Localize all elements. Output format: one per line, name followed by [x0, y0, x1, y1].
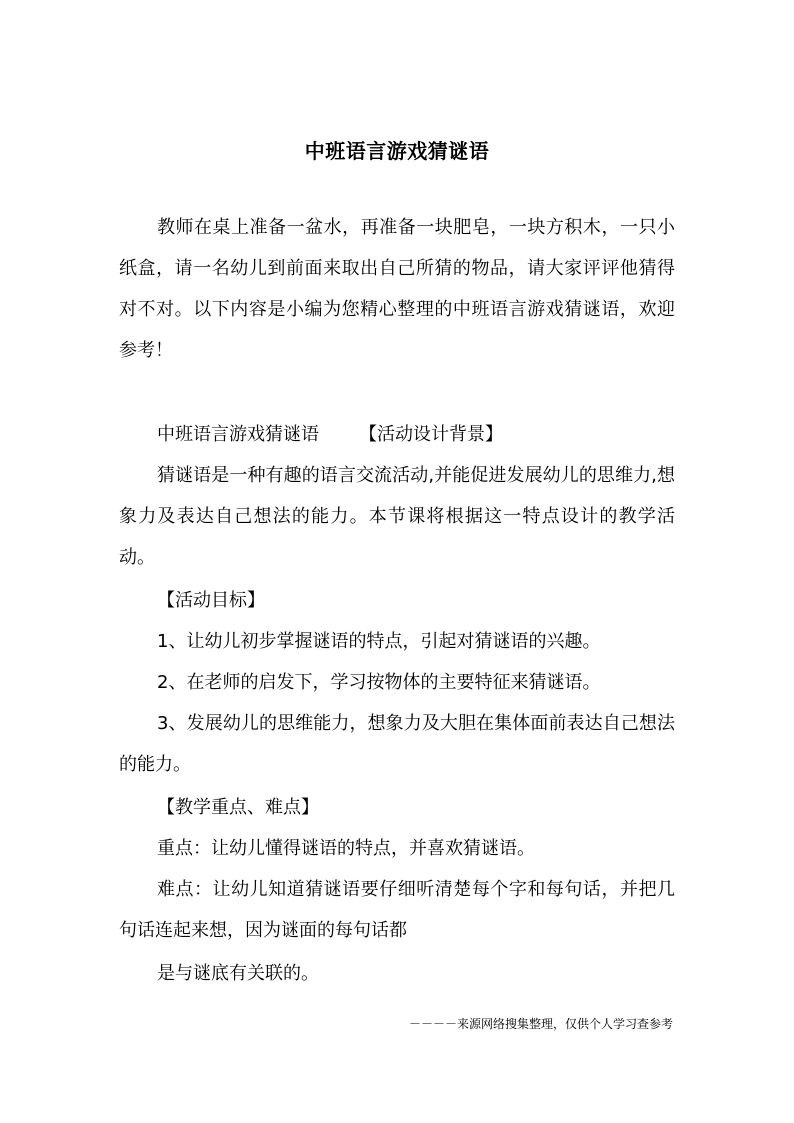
document-title: 中班语言游戏猜谜语: [304, 139, 490, 163]
goal-item-2: 2、在老师的启发下，学习按物体的主要特征来猜谜语。: [157, 672, 601, 693]
footer-note: －－－－来源网络搜集整理，仅供个人学习查参考: [408, 1017, 673, 1031]
key-point-text: 重点：让幼儿懂得谜语的特点，并喜欢猜谜语。: [157, 838, 535, 859]
goal-item-3: 3、发展幼儿的思维能力，想象力及大胆在集体面前表达自己想法的能力。: [119, 713, 675, 775]
intro-paragraph: 教师在桌上准备一盆水，再准备一块肥皂，一块方积木，一只小纸盒，请一名幼儿到前面来取出自己所猜的物品，请大家评评他猜得对不对。以下内容是小编为您精心整理的中班语言游戏猜谜语，欢迎参考！: [119, 217, 675, 361]
section-heading-line: [157, 414, 503, 455]
goals-heading: 【活动目标】: [157, 590, 265, 611]
background-heading: 【活动设计背景】: [359, 424, 503, 445]
background-paragraph: 猜谜语是一种有趣的语言交流活动,并能促进发展幼儿的思维力,想象力及表达自己想法的能力。本节课将根据这一特点设计的教学活动。: [119, 465, 675, 568]
difficulty-paragraph: 难点：让幼儿知道猜谜语要仔细听清楚每个字和每句话，并把几句话连起来想，因为谜面的每句话都: [119, 879, 675, 941]
difficulty-continuation: 是与谜底有关联的。: [157, 963, 319, 984]
key-points-heading: 【教学重点、难点】: [157, 797, 319, 818]
goal-item-1: 1、让幼儿初步掌握谜语的特点，引起对猜谜语的兴趣。: [157, 631, 601, 652]
section-title: 中班语言游戏猜谜语: [157, 424, 319, 445]
